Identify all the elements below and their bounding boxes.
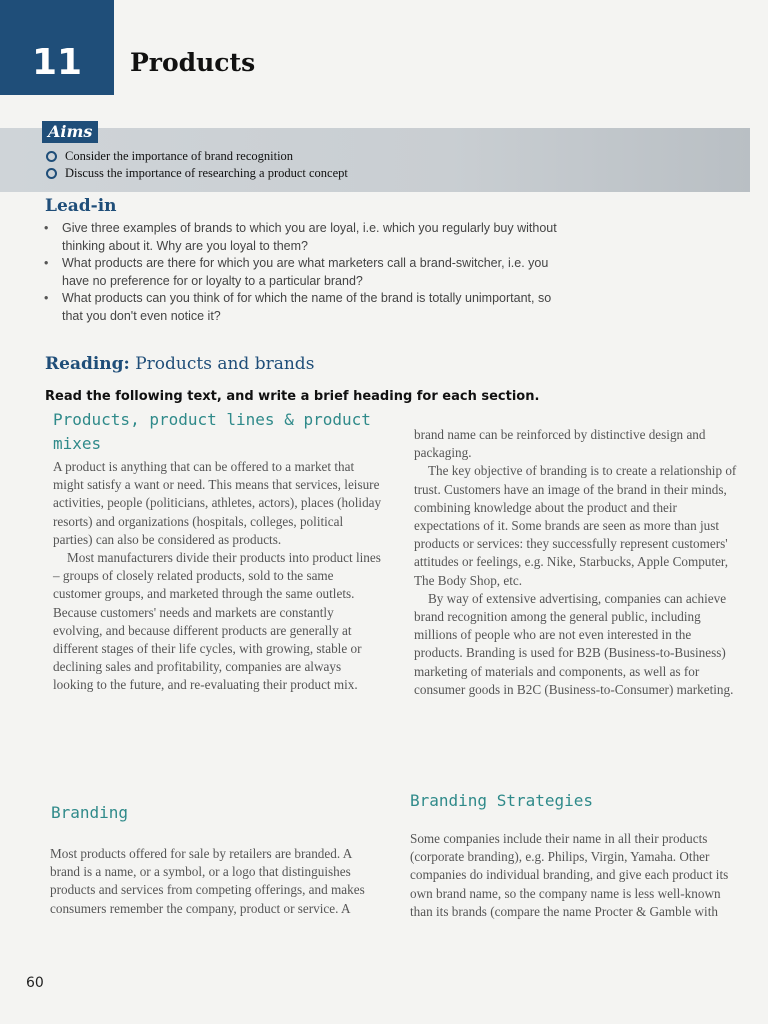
- aims-item-text: Consider the importance of brand recognition: [65, 149, 294, 163]
- aims-list: [46, 148, 348, 182]
- aims-item: [46, 148, 348, 165]
- aims-label: Aims: [42, 121, 98, 143]
- lead-in-title: Lead-in: [45, 196, 117, 216]
- lead-in-list: [44, 220, 574, 325]
- unit-number: 11: [31, 42, 83, 83]
- unit-number-box: [0, 0, 114, 95]
- section-body-strategies: [410, 830, 745, 921]
- paragraph: The key objective of branding is to create a relationship of trust. Customers have an image of the brand in their minds, combining knowledge about the product and their expectations of it. Some brands are seen as more than just products or services: they successfully represent customers' attitudes or feelings, e.g. Nike, Starbucks, Apple Computer, The Body Shop, etc.: [414, 463, 737, 588]
- reading-topic: Products and brands: [135, 354, 315, 374]
- lead-in-item: • Give three examples of brands to which you are loyal, i.e. which you regularly buy without thinking about it. Why are you loyal to them?: [44, 220, 574, 255]
- reading-instruction: Read the following text, and write a brief heading for each section.: [45, 389, 540, 404]
- paragraph: By way of extensive advertising, companies can achieve brand recognition among the general public, including millions of people who are not even interested in the products. Branding is used for B2B (Business-to-Business) marketing of materials and components, as well as for consumer goods in B2C (Business-to-Consumer) marketing.: [414, 590, 734, 697]
- page-title: Products: [130, 48, 256, 77]
- paragraph: Some companies include their name in all their products (corporate branding), e.g. Philips, Virgin, Yamaha. Other companies do individual branding, and give each product its own brand name, so the company name is less well-known than its brands (compare the name Procter & Gamble with: [410, 831, 729, 919]
- lead-in-item: • What products can you think of for which the name of the brand is totally unimportant, so that you don't even notice it?: [44, 290, 574, 325]
- section-body-branding: [50, 845, 375, 918]
- aims-item: [46, 165, 348, 182]
- section-body-branding-continued: [414, 426, 741, 699]
- section-heading-branding: Branding: [51, 803, 129, 822]
- paragraph: Most manufacturers divide their products into product lines – groups of closely related products, sold to the same customer groups, and marketed through the same outlets. Because customers' needs and markets are constantly evolving, and because different products are generally at different stages of their life cycles, with growing, stable or declining sales and profitability, companies are always looking to the future, and re-evaluating their product mix.: [53, 550, 381, 693]
- reading-title: [45, 354, 314, 374]
- paragraph: Most products offered for sale by retailers are branded. A brand is a name, or a symbol, or a logo that distinguishes products and services from competing offerings, and makes consumers remember the company, product or service. A: [50, 846, 365, 916]
- circle-bullet-icon: [46, 151, 57, 162]
- section-body-products: [53, 458, 383, 695]
- page-number: 60: [26, 975, 44, 991]
- section-heading-products: Products, product lines & product mixes: [53, 410, 371, 453]
- section-heading-strategies: Branding Strategies: [410, 791, 594, 810]
- lead-in-item: • What products are there for which you are what marketers call a brand-switcher, i.e. you have no preference for or loyalty to a particular brand?: [44, 255, 574, 290]
- circle-bullet-icon: [46, 168, 57, 179]
- paragraph: A product is anything that can be offered to a market that might satisfy a want or need. This means that services, leisure activities, people (politicians, athletes, actors), places (holiday resorts) and organizations (hospitals, colleges, political parties) can also be considered as products.: [53, 459, 382, 547]
- reading-label: Reading:: [45, 354, 130, 374]
- paragraph: brand name can be reinforced by distinctive design and packaging.: [414, 427, 706, 461]
- aims-item-text: Discuss the importance of researching a product concept: [65, 166, 348, 180]
